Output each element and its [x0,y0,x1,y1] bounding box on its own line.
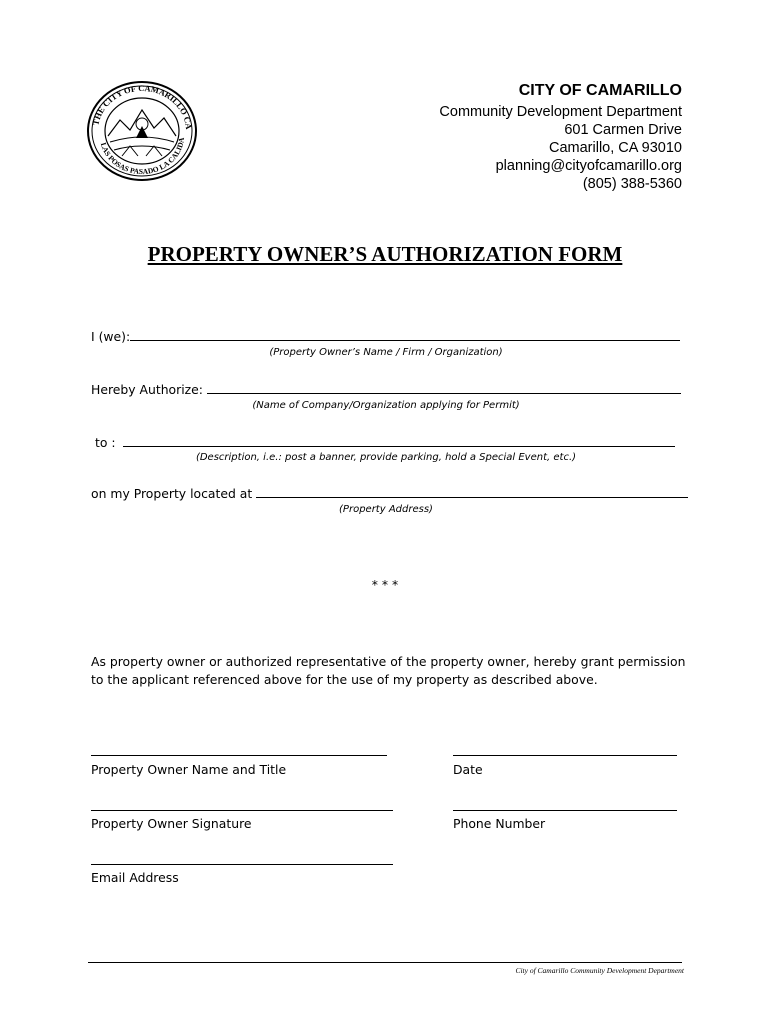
date-line[interactable] [453,755,677,756]
department-name: Community Development Department [439,104,682,120]
owner-name-hint: (Property Owner’s Name / Firm / Organization) [269,347,503,358]
svg-text:THE CITY OF CAMARILLO CALIFORN: THE CITY OF CAMARILLO CA [90,82,195,130]
owner-name-row [91,328,680,344]
authorized-party-row [91,381,681,397]
owner-signature-label: Property Owner Signature [91,816,252,831]
purpose-label: to : [95,435,116,450]
purpose-field[interactable] [123,434,675,447]
form-title: PROPERTY OWNER’S AUTHORIZATION FORM [147,242,623,266]
city-state-zip: Camarillo, CA 93010 [549,140,682,156]
section-separator: * * * [371,577,399,592]
property-address-hint: (Property Address) [339,504,433,515]
owner-name-title-label: Property Owner Name and Title [91,762,287,777]
svg-text:LAS POSAS PASADO LA CALIDAD: LAS POSAS PASADO LA CALIDA [98,136,187,177]
owner-name-title-line[interactable] [91,755,387,756]
authorized-party-label: Hereby Authorize: [91,382,203,397]
owner-name-label: I (we): [91,329,131,344]
permission-statement: As property owner or authorized representative of the property owner, hereby grant permission to the applicant referenced above for the use of my property as described above. [91,654,686,687]
authorized-party-hint: (Name of Company/Organization applying for Permit) [252,400,520,411]
authorized-party-field[interactable] [207,381,681,394]
footer-rule [88,962,682,963]
property-address-row [91,485,688,501]
email-address-label: Email Address [91,870,179,885]
date-label: Date [453,762,483,777]
street-address: 601 Carmen Drive [564,122,682,138]
email-address-line[interactable] [91,864,393,865]
city-name: CITY OF CAMARILLO [518,82,682,99]
property-address-field[interactable] [256,485,688,498]
phone-number-line[interactable] [453,810,677,811]
owner-name-field[interactable] [130,328,680,341]
owner-signature-line[interactable] [91,810,393,811]
footer-text: City of Camarillo Community Development Department [515,966,684,975]
purpose-hint: (Description, i.e.: post a banner, provide parking, hold a Special Event, etc.) [195,452,577,463]
purpose-row [95,434,675,450]
city-seal-logo [86,80,198,182]
property-address-label: on my Property located at [91,486,253,501]
phone-number-label: Phone Number [453,816,546,831]
contact-email: planning@cityofcamarillo.org [495,158,682,174]
contact-phone: (805) 388-5360 [582,176,682,192]
